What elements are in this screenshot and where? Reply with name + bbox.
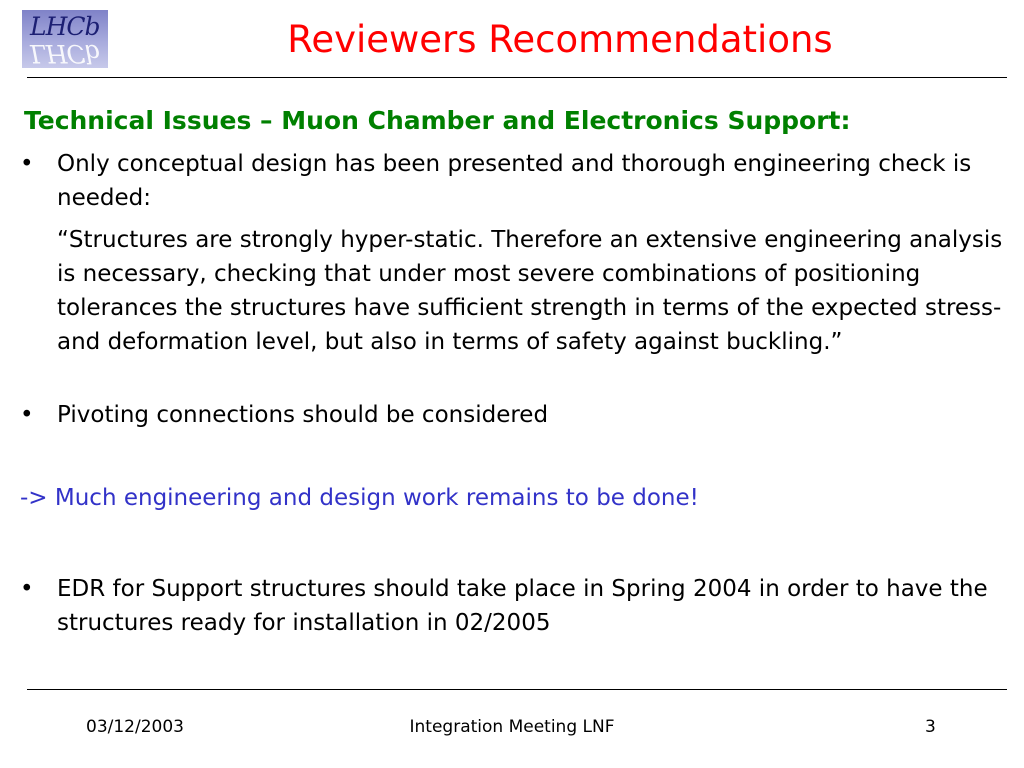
footer-page-number: 3 — [925, 717, 936, 737]
bullet-text: Only conceptual design has been presented and thorough engineering check is needed: — [57, 151, 972, 211]
bullet-marker: • — [20, 151, 34, 177]
lhcb-logo — [22, 10, 108, 68]
logo-wordmark: LHCb — [30, 12, 100, 41]
bottom-divider — [27, 689, 1007, 690]
logo-reflection: LHCb — [30, 39, 100, 68]
footer-meeting: Integration Meeting LNF — [409, 717, 615, 737]
bullet-marker: • — [20, 576, 34, 602]
logo-text — [30, 14, 100, 40]
bullet-marker: • — [20, 402, 34, 428]
top-divider — [27, 77, 1007, 78]
slide-title: Reviewers Recommendations — [287, 18, 833, 61]
conclusion-note: -> Much engineering and design work remains to be done! — [20, 485, 699, 511]
footer-date: 03/12/2003 — [86, 717, 184, 737]
bullet-text: EDR for Support structures should take place in Spring 2004 in order to have the structures ready for installation in 02/2005 — [57, 576, 988, 636]
section-heading: Technical Issues – Muon Chamber and Electronics Support: — [24, 106, 851, 135]
quote-text: “Structures are strongly hyper-static. Therefore an extensive engineering analysis is necessary, checking that under most severe combinations of positioning tolerances the structures have sufficient strength in terms of the expected stress- and deformation level, but also in terms of safety against buckling.” — [57, 227, 1003, 355]
bullet-text: Pivoting connections should be considered — [57, 402, 549, 428]
